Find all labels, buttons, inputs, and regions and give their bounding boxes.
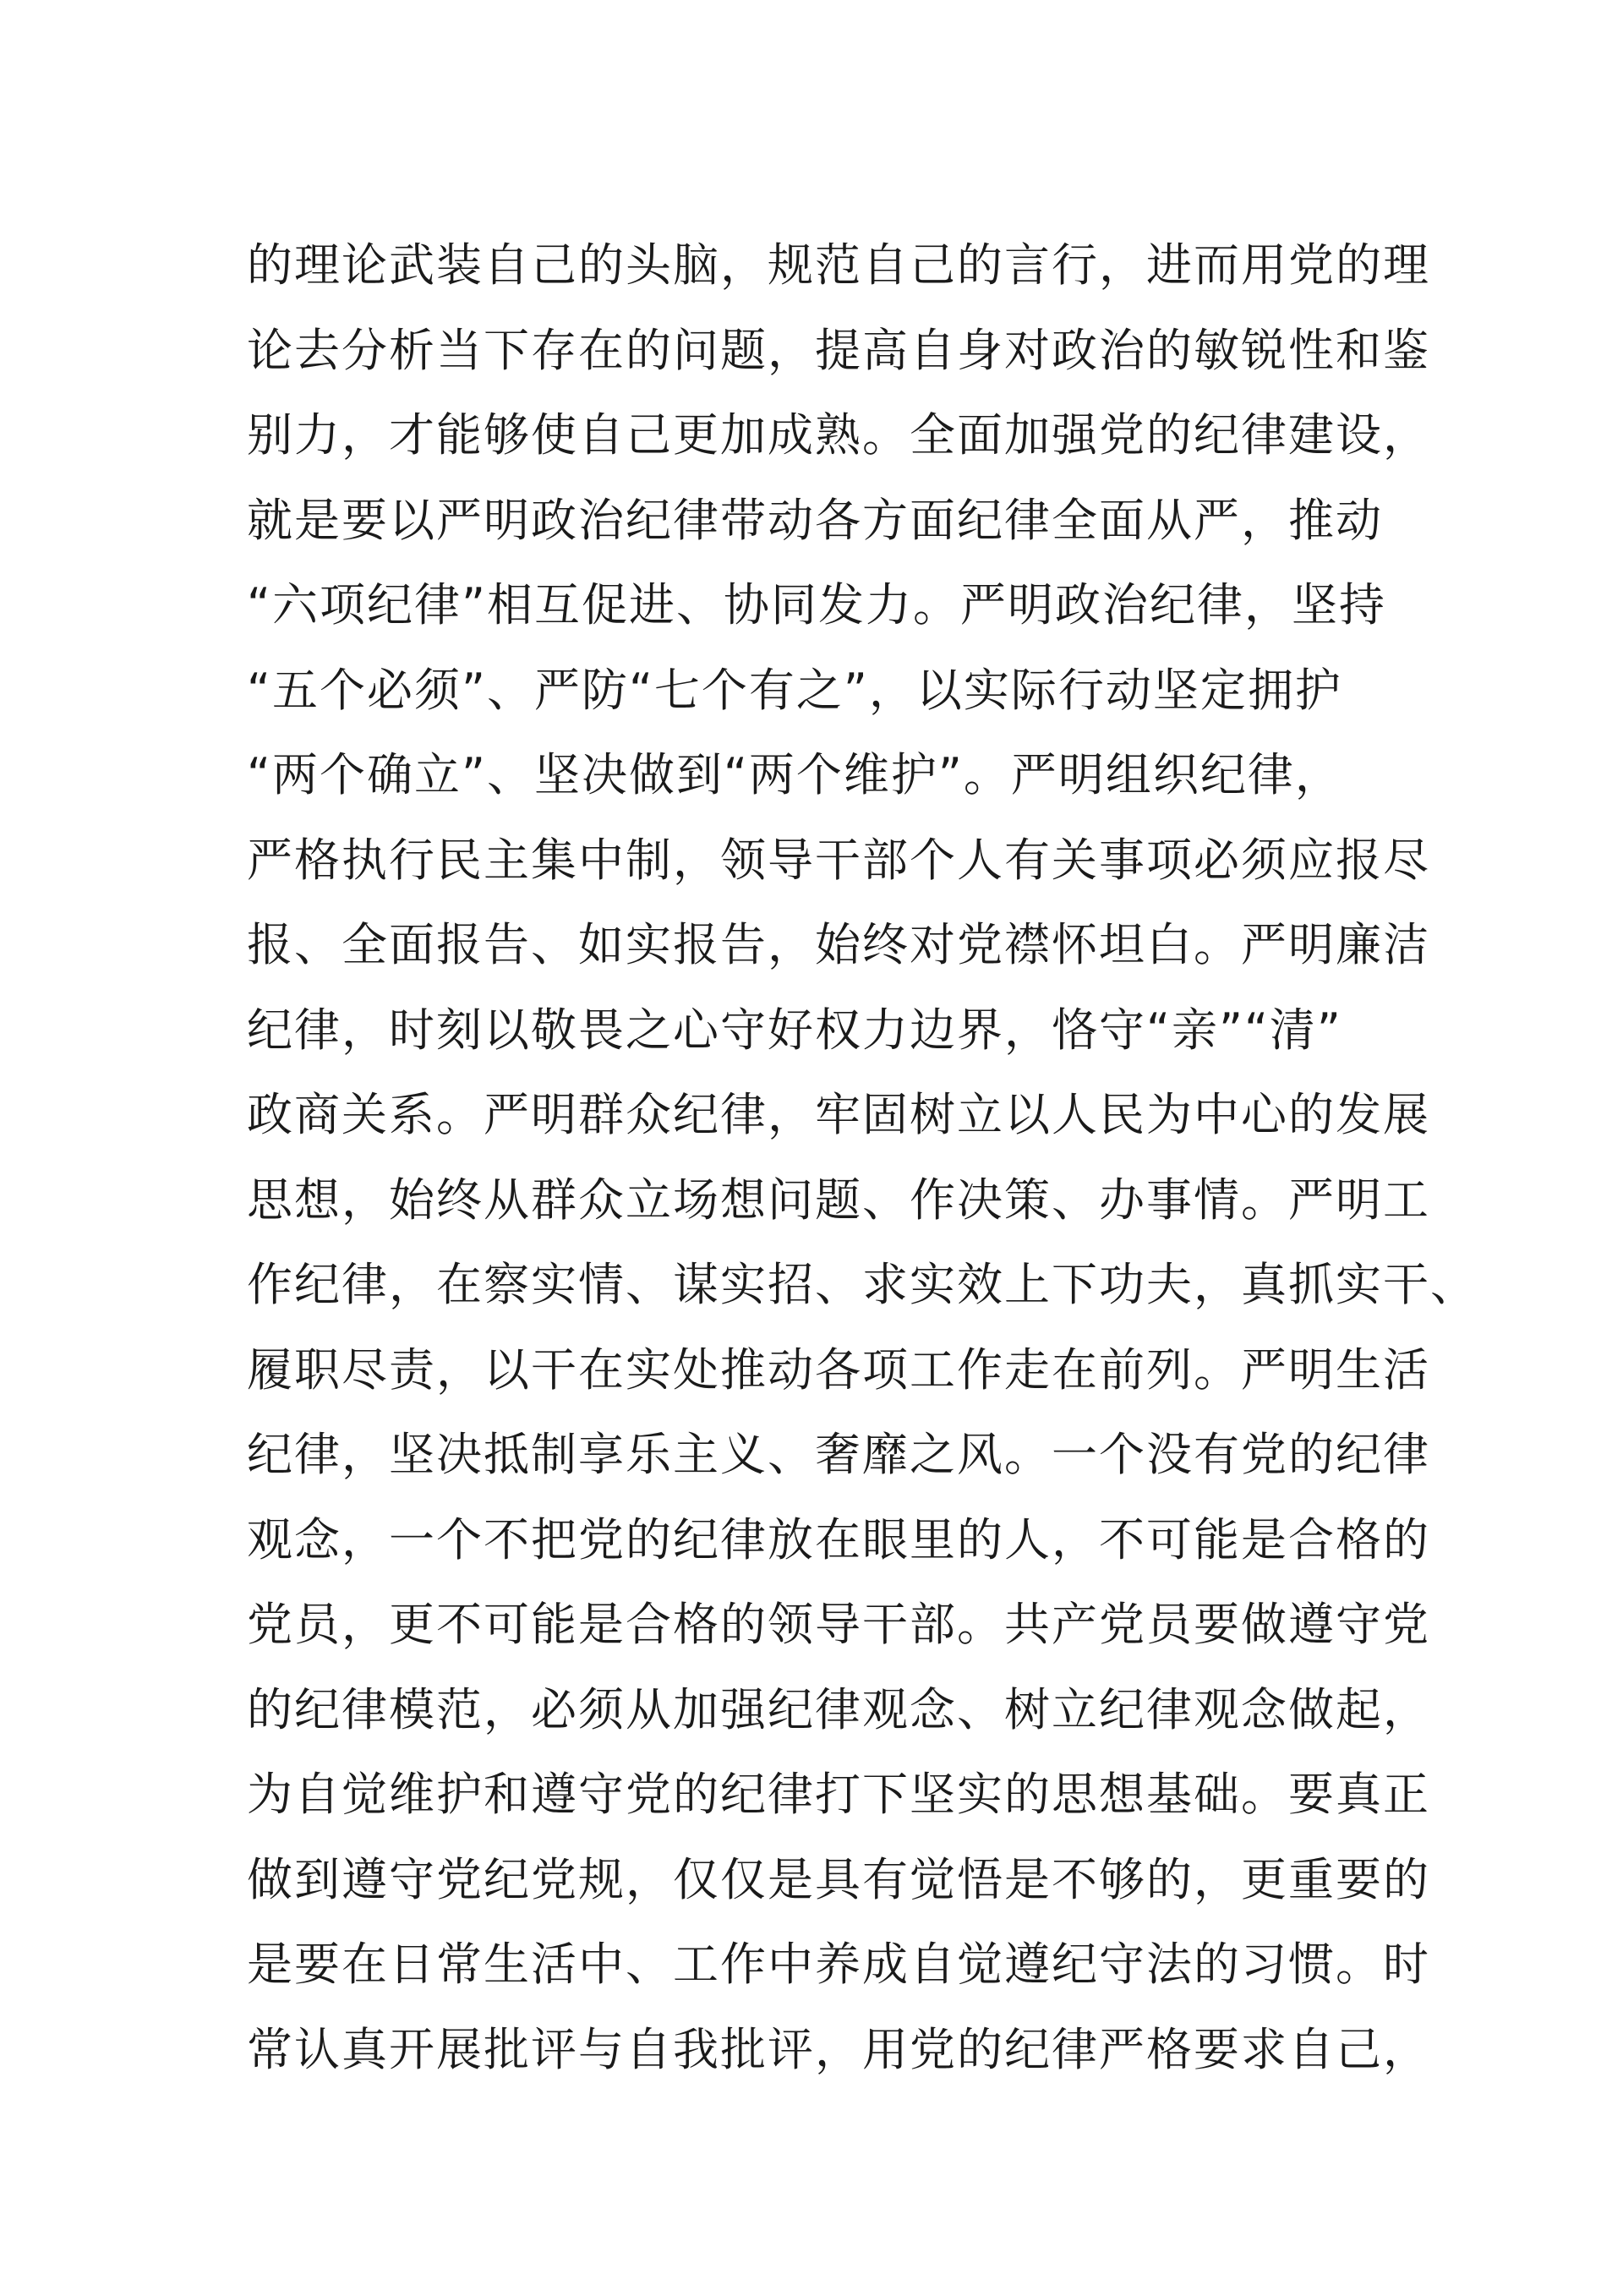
text-line: 的理论武装自己的头脑，规范自己的言行，进而用党的理 xyxy=(247,238,1430,292)
text-line: 严格执行民主集中制，领导干部个人有关事项必须应报尽 xyxy=(247,833,1430,887)
text-line: 报、全面报告、如实报告，始终对党襟怀坦白。严明廉洁 xyxy=(247,918,1430,971)
text-line: 为自觉维护和遵守党的纪律打下坚实的思想基础。要真正 xyxy=(247,1768,1430,1821)
text-line: 思想，始终从群众立场想问题、作决策、办事情。严明工 xyxy=(247,1173,1430,1227)
text-line: 党员，更不可能是合格的领导干部。共产党员要做遵守党 xyxy=(247,1598,1430,1651)
text-line: 做到遵守党纪党规，仅仅是具有觉悟是不够的，更重要的 xyxy=(247,1852,1430,1906)
text-line: 别力，才能够使自己更加成熟。全面加强党的纪律建设， xyxy=(247,408,1430,462)
text-line: 观念，一个不把党的纪律放在眼里的人，不可能是合格的 xyxy=(247,1512,1430,1566)
text-line: 作纪律，在察实情、谋实招、求实效上下功夫，真抓实干、 xyxy=(247,1258,1478,1311)
text-line: “六项纪律”相互促进、协同发力。严明政治纪律，坚持 xyxy=(247,578,1386,631)
text-line: 常认真开展批评与自我批评，用党的纪律严格要求自己， xyxy=(247,2022,1430,2076)
text-line: 履职尽责，以干在实处推动各项工作走在前列。严明生活 xyxy=(247,1342,1430,1397)
body-text xyxy=(247,223,1478,2092)
text-line: 是要在日常生活中、工作中养成自觉遵纪守法的习惯。时 xyxy=(247,1938,1430,1991)
text-line: 政商关系。严明群众纪律，牢固树立以人民为中心的发展 xyxy=(247,1088,1430,1141)
text-line: 的纪律模范，必须从加强纪律观念、树立纪律观念做起， xyxy=(247,1682,1430,1736)
text-line: 论去分析当下存在的问题，提高自身对政治的敏锐性和鉴 xyxy=(247,323,1430,377)
text-line: 纪律，坚决抵制享乐主义、奢靡之风。一个没有党的纪律 xyxy=(247,1428,1430,1481)
text-line: 就是要以严明政治纪律带动各方面纪律全面从严，推动 xyxy=(247,493,1383,547)
text-line: 纪律，时刻以敬畏之心守好权力边界，恪守“亲”“清” xyxy=(247,1003,1342,1057)
text-line: “五个必须”、严防“七个有之”，以实际行动坚定拥护 xyxy=(247,663,1342,717)
text-line: “两个确立”、坚决做到“两个维护”。严明组织纪律， xyxy=(247,748,1342,801)
